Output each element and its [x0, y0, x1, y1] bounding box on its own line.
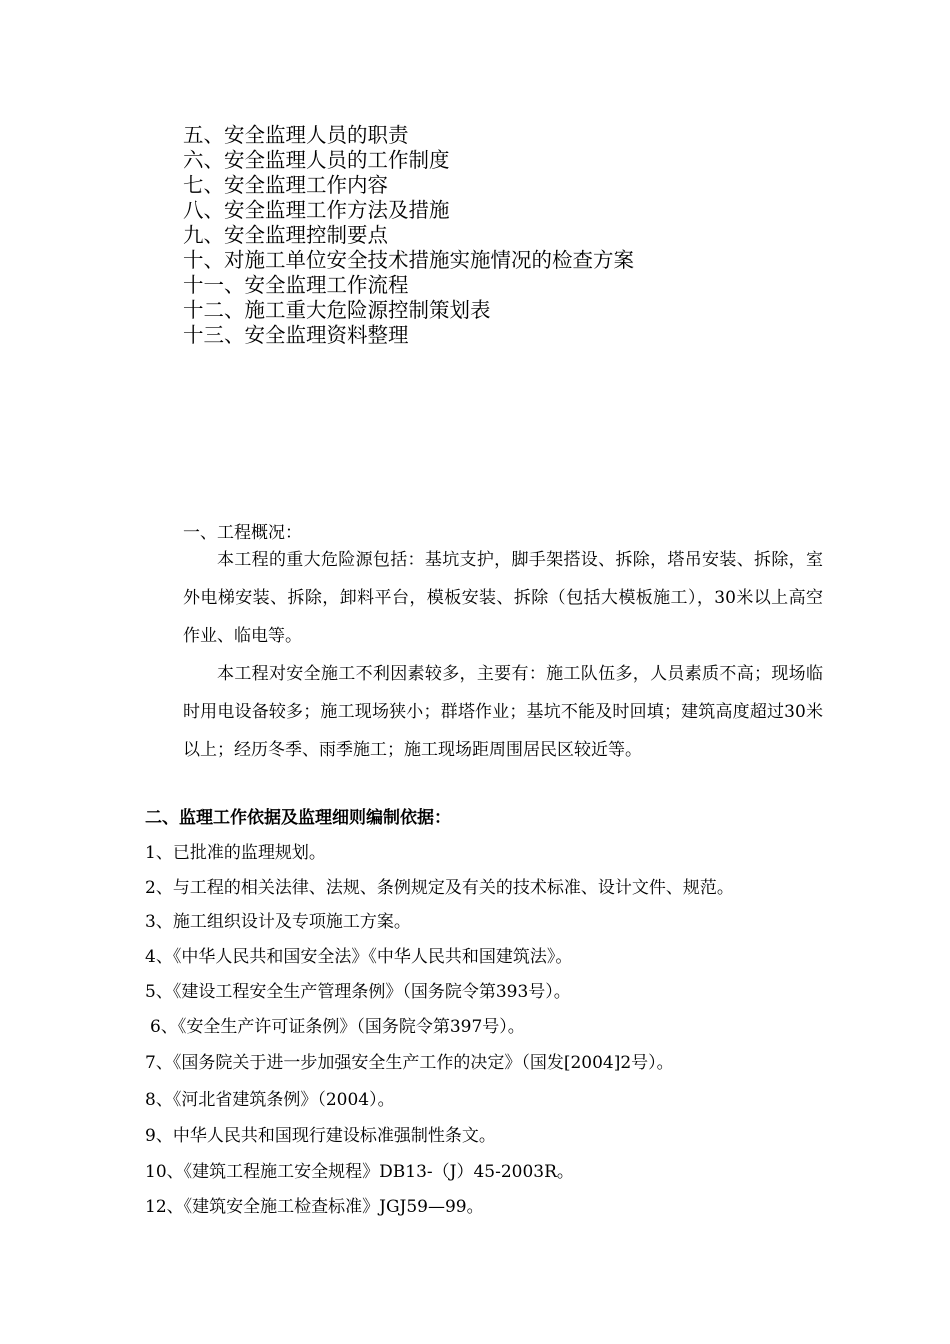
toc-item: 六、安全监理人员的工作制度 [183, 148, 450, 172]
toc-item: 五、安全监理人员的职责 [183, 123, 409, 147]
section-heading-basis: 二、监理工作依据及监理细则编制依据： [145, 808, 451, 828]
basis-item: 10、《建筑工程施工安全规程》DB13-（J）45-2003R。 [145, 1162, 574, 1182]
toc-item: 九、安全监理控制要点 [183, 223, 388, 247]
basis-item: 9、中华人民共和国现行建设标准强制性条文。 [145, 1126, 496, 1146]
basis-item: 6、《安全生产许可证条例》（国务院令第397号）。 [150, 1017, 525, 1037]
toc-item: 八、安全监理工作方法及措施 [183, 198, 450, 222]
basis-item: 4、《中华人民共和国安全法》《中华人民共和国建筑法》。 [145, 947, 573, 967]
basis-item: 8、《河北省建筑条例》（2004）。 [145, 1090, 395, 1110]
toc-item: 十一、安全监理工作流程 [183, 273, 409, 297]
toc-item: 十、对施工单位安全技术措施实施情况的检查方案 [183, 248, 634, 272]
toc-item: 十二、施工重大危险源控制策划表 [183, 298, 491, 322]
toc-item: 七、安全监理工作内容 [183, 173, 388, 197]
toc-item: 十三、安全监理资料整理 [183, 323, 409, 347]
basis-item: 1、已批准的监理规划。 [145, 843, 326, 863]
basis-item: 3、施工组织设计及专项施工方案。 [145, 912, 411, 932]
basis-item: 2、与工程的相关法律、法规、条例规定及有关的技术标准、设计文件、规范。 [145, 878, 734, 898]
basis-item: 5、《建设工程安全生产管理条例》（国务院令第393号）。 [145, 982, 571, 1002]
table-of-contents [183, 123, 634, 348]
basis-item: 12、《建筑安全施工检查标准》JGJ59—99。 [145, 1197, 484, 1217]
section-heading-overview: 一、工程概况： [183, 523, 302, 543]
basis-item: 7、《国务院关于进一步加强安全生产工作的决定》（国发[2004]2号）。 [145, 1053, 674, 1073]
overview-paragraph-risk-factors: 本工程对安全施工不利因素较多，主要有：施工队伍多，人员素质不高；现场临时用电设备较多；施工现场狭小；群塔作业；基坑不能及时回填；建筑高度超过30米以上；经历冬季、雨季施工；施工现场距周围居民区较近等。 [183, 664, 823, 760]
overview-paragraph-hazards: 本工程的重大危险源包括：基坑支护，脚手架搭设、拆除，塔吊安装、拆除，室外电梯安装、拆除，卸料平台，模板安装、拆除（包括大模板施工），30米以上高空作业、临电等。 [183, 550, 823, 646]
